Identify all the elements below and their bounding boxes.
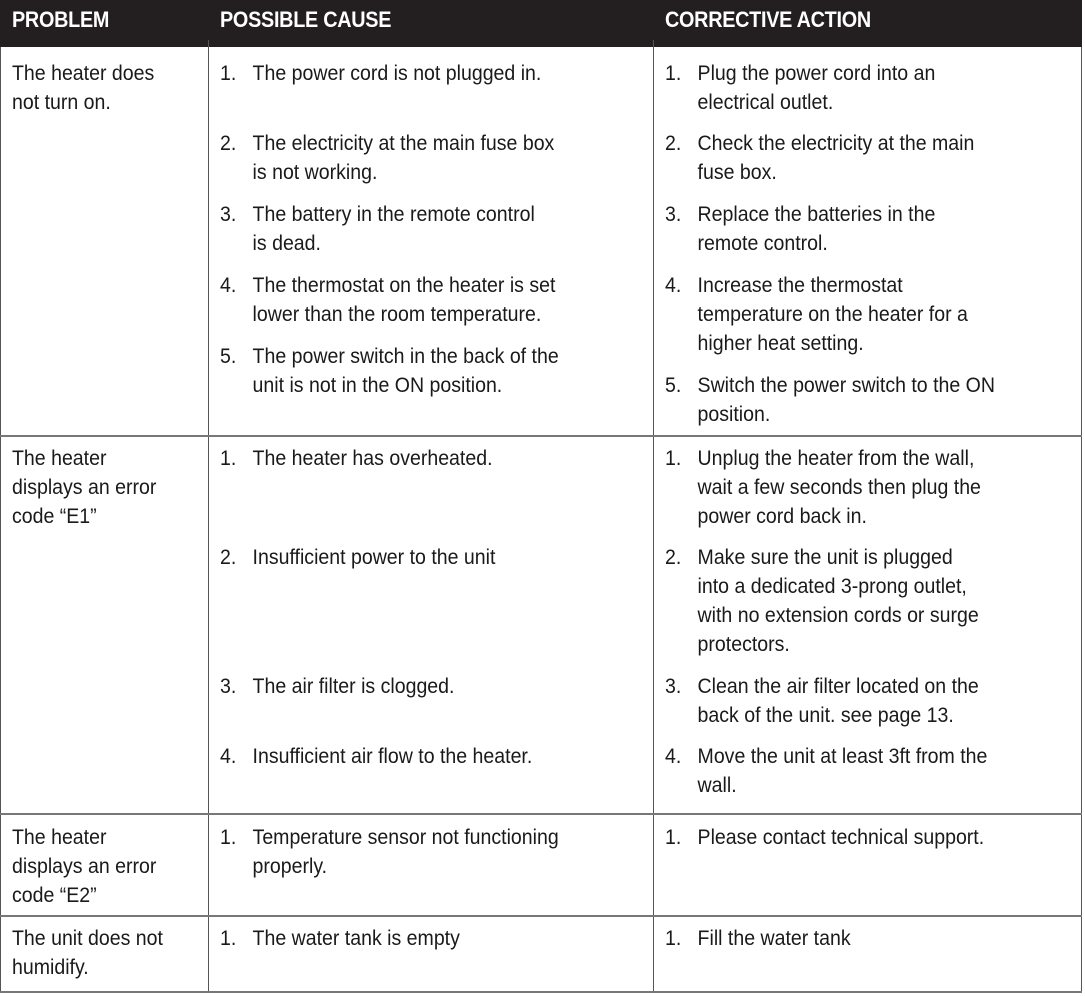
item-number: 4. bbox=[665, 745, 682, 768]
item-number: 1. bbox=[665, 62, 682, 85]
divider bbox=[0, 435, 1082, 437]
problem-line: humidify. bbox=[12, 956, 89, 979]
item-number: 2. bbox=[220, 132, 237, 155]
item-text: The heater has overheated. bbox=[252, 447, 493, 470]
item-text: Replace the batteries in the bbox=[697, 203, 936, 226]
item-number: 1. bbox=[220, 826, 237, 849]
item-number: 1. bbox=[665, 927, 682, 950]
item-text: lower than the room temperature. bbox=[252, 303, 542, 326]
item-number: 4. bbox=[220, 745, 237, 768]
item-number: 1. bbox=[665, 826, 682, 849]
item-text: electrical outlet. bbox=[697, 91, 834, 114]
problem-cell bbox=[12, 59, 154, 117]
item-number: 1. bbox=[220, 447, 237, 470]
item-text: Insufficient air flow to the heater. bbox=[252, 745, 533, 768]
item-number: 4. bbox=[665, 274, 682, 297]
divider bbox=[0, 813, 1082, 815]
item-number: 1. bbox=[220, 927, 237, 950]
item-text: Switch the power switch to the ON bbox=[697, 374, 995, 397]
item-text: properly. bbox=[252, 855, 328, 878]
item-text: power cord back in. bbox=[697, 505, 867, 528]
problem-cell bbox=[12, 924, 163, 982]
item-text: higher heat setting. bbox=[697, 332, 864, 355]
problem-line: displays an error bbox=[12, 476, 157, 499]
item-text: is not working. bbox=[252, 161, 378, 184]
item-number: 1. bbox=[220, 62, 237, 85]
item-text: back of the unit. see page 13. bbox=[697, 704, 954, 727]
item-number: 3. bbox=[220, 675, 237, 698]
item-text: The battery in the remote control bbox=[252, 203, 535, 226]
item-number: 3. bbox=[665, 675, 682, 698]
item-text: The power switch in the back of the bbox=[252, 345, 559, 368]
header-problem: PROBLEM bbox=[12, 7, 110, 32]
item-text: with no extension cords or surge bbox=[697, 604, 979, 627]
item-text: unit is not in the ON position. bbox=[252, 374, 503, 397]
problem-cell bbox=[12, 444, 156, 531]
item-text: The electricity at the main fuse box bbox=[252, 132, 555, 155]
item-text: remote control. bbox=[697, 232, 828, 255]
item-number: 3. bbox=[665, 203, 682, 226]
problem-line: The heater bbox=[12, 447, 107, 470]
problem-line: code “E2” bbox=[12, 884, 97, 907]
item-number: 2. bbox=[665, 546, 682, 569]
problem-cell bbox=[12, 823, 156, 910]
item-text: wall. bbox=[697, 774, 737, 797]
divider bbox=[208, 40, 209, 993]
problem-line: not turn on. bbox=[12, 91, 111, 114]
item-text: protectors. bbox=[697, 633, 790, 656]
item-text: The air filter is clogged. bbox=[252, 675, 455, 698]
item-text: into a dedicated 3-prong outlet, bbox=[697, 575, 967, 598]
item-text: wait a few seconds then plug the bbox=[697, 476, 981, 499]
item-number: 1. bbox=[665, 447, 682, 470]
problem-line: The heater does bbox=[12, 62, 155, 85]
table-header bbox=[0, 0, 1082, 47]
item-text: Clean the air filter located on the bbox=[697, 675, 979, 698]
item-text: Check the electricity at the main bbox=[697, 132, 975, 155]
divider bbox=[0, 991, 1082, 993]
item-text: The power cord is not plugged in. bbox=[252, 62, 542, 85]
item-text: Insufficient power to the unit bbox=[252, 546, 496, 569]
divider bbox=[1081, 47, 1082, 993]
item-text: Please contact technical support. bbox=[697, 826, 985, 849]
item-number: 5. bbox=[220, 345, 237, 368]
divider bbox=[0, 47, 1, 993]
divider bbox=[653, 40, 654, 993]
item-number: 2. bbox=[665, 132, 682, 155]
item-text: position. bbox=[697, 403, 771, 426]
item-text: Make sure the unit is plugged bbox=[697, 546, 953, 569]
header-possible-cause: POSSIBLE CAUSE bbox=[220, 7, 392, 32]
problem-line: code “E1” bbox=[12, 505, 97, 528]
problem-line: displays an error bbox=[12, 855, 157, 878]
divider bbox=[0, 915, 1082, 917]
item-number: 4. bbox=[220, 274, 237, 297]
item-number: 2. bbox=[220, 546, 237, 569]
item-text: The thermostat on the heater is set bbox=[252, 274, 556, 297]
item-text: Fill the water tank bbox=[697, 927, 851, 950]
item-text: Temperature sensor not functioning bbox=[252, 826, 559, 849]
item-text: Increase the thermostat bbox=[697, 274, 903, 297]
item-text: is dead. bbox=[252, 232, 321, 255]
item-text: Plug the power cord into an bbox=[697, 62, 936, 85]
item-number: 5. bbox=[665, 374, 682, 397]
problem-line: The unit does not bbox=[12, 927, 163, 950]
item-text: temperature on the heater for a bbox=[697, 303, 968, 326]
item-text: fuse box. bbox=[697, 161, 777, 184]
item-text: Move the unit at least 3ft from the bbox=[697, 745, 988, 768]
item-number: 3. bbox=[220, 203, 237, 226]
header-corrective-action: CORRECTIVE ACTION bbox=[665, 7, 871, 32]
problem-line: The heater bbox=[12, 826, 107, 849]
item-text: Unplug the heater from the wall, bbox=[697, 447, 975, 470]
item-text: The water tank is empty bbox=[252, 927, 460, 950]
